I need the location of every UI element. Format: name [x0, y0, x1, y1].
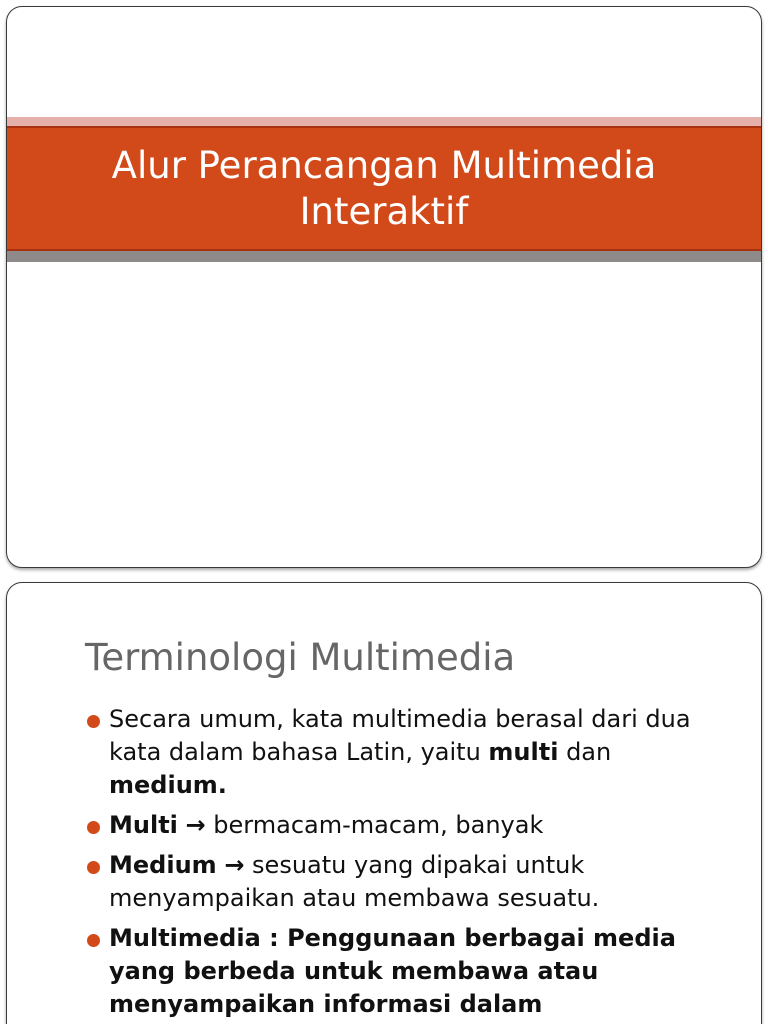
bullet-dot-icon	[87, 861, 100, 874]
bullet-bold-term: multi	[488, 738, 559, 766]
bullet-text: sesuatu yang dipakai untuk menyampaikan atau membawa sesuatu.	[109, 851, 600, 912]
title-banner	[7, 126, 761, 251]
slide-heading: Terminologi Multimedia	[85, 636, 516, 679]
bullet-text: Secara umum, kata multimedia berasal dari dua kata dalam bahasa Latin, yaitu	[109, 705, 691, 766]
bullet-bold-term: medium.	[109, 771, 227, 799]
list-item	[85, 809, 735, 842]
list-item	[85, 849, 735, 915]
list-item	[85, 922, 735, 1021]
arrow-right-icon: →	[185, 811, 206, 839]
bullet-dot-icon	[87, 821, 100, 834]
bullet-text: Multimedia : Penggunaan berbagai media yang berbeda untuk membawa atau menyampaikan informasi dalam	[109, 924, 676, 1018]
banner-bottom-stripe	[7, 251, 761, 262]
bullet-text: bermacam-macam, banyak	[205, 811, 544, 839]
slide-title	[6, 6, 762, 568]
bullet-list	[85, 703, 735, 1024]
bullet-dot-icon	[87, 715, 100, 728]
bullet-dot-icon	[87, 934, 100, 947]
bullet-bold-term: Medium	[109, 851, 217, 879]
banner-top-stripe	[7, 117, 761, 126]
slide-terminology	[6, 582, 762, 1024]
title-line-1: Alur Perancangan Multimedia	[111, 143, 657, 187]
list-item	[85, 703, 735, 802]
arrow-right-icon: →	[224, 851, 245, 879]
presentation-title	[64, 143, 704, 235]
bullet-text: dan	[558, 738, 612, 766]
title-line-2: Interaktif	[299, 189, 469, 233]
bullet-bold-term: Multi	[109, 811, 178, 839]
